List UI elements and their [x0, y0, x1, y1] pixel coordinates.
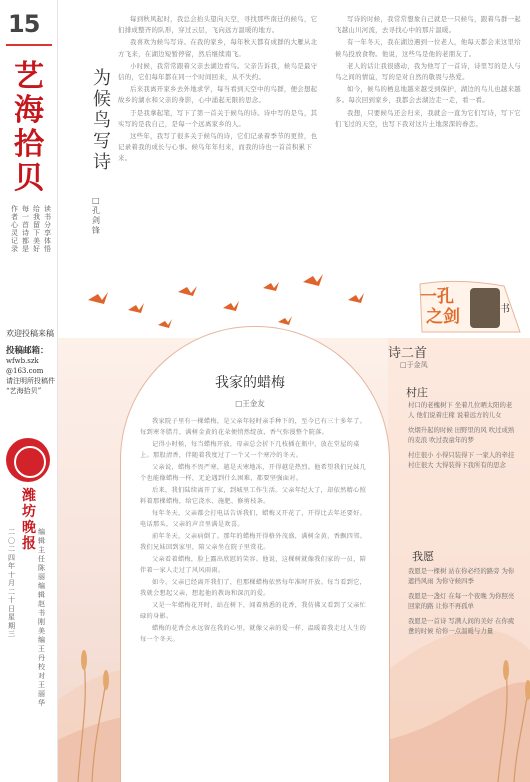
column-name-char: 艺 [14, 59, 44, 94]
bird-icon [88, 292, 108, 304]
article-byline [92, 196, 106, 236]
poem-1-body [408, 400, 518, 475]
paragraph: 我想，只要候鸟还会归来，我就会一直为它们写诗，写下它们飞过的天空，也写下我对这片土地深深的眷恋。 [335, 108, 521, 128]
rail-vertical-line: 读书分享体悟 [44, 205, 51, 253]
column-name-char: 拾 [14, 127, 44, 162]
contact-label: 投稿邮箱： [6, 346, 49, 356]
rail-vertical-line: 给我留下美好 [33, 205, 40, 253]
submission-note: 欢迎投稿来稿 [6, 329, 54, 338]
article-column-1 [118, 14, 318, 166]
title-char: 写 [93, 131, 111, 152]
paragraph: 又是一年蜡梅花开时，站在树下，闻着熟悉的花香，我仿佛又看到了父亲忙碌的身影。 [140, 602, 367, 620]
paragraph: 记得小时候，每当蜡梅开放，母亲总会折下几枝插在瓶中，放在堂屋的桌上。那股清香，伴随着我度过了一个又一个寒冷的冬天。 [140, 441, 360, 459]
paragraph: 如今，父亲已经离开我们了，但那棵蜡梅依然每年准时开放。每当看到它，我就会想起父亲，想起他的教诲和深沉的爱。 [140, 579, 367, 597]
poem-2-body [408, 566, 518, 641]
logo-ring-icon [14, 446, 46, 478]
rail-vertical-line: 每一首诗都是 [22, 205, 29, 253]
bird-icon [178, 286, 197, 296]
issue-date: 二〇二四年十月二十日星期三 [8, 528, 15, 638]
paragraph: 每到秋风起时，我总会抬头望向天空，寻找那些南迁的候鸟，它们排成整齐的队形，穿过云层，飞向远方温暖的地方。 [118, 15, 318, 35]
paragraph: 这些年，我写了很多关于候鸟的诗，它们记录着季节的更替，也记录着我的成长与心事。候鸟年年归来，而我的诗也一首首积累下来。 [118, 132, 318, 163]
contact-block [6, 346, 56, 396]
plum-article-byline: □王金友 [235, 399, 265, 408]
paragraph: 于是我拿起笔，写下了第一首关于候鸟的诗。诗中写的是鸟，其实写的是我自己，是每一个远离家乡的人。 [118, 108, 318, 128]
paragraph: 父亲说，蜡梅不畏严寒，越是天寒地冻，开得越是热烈。他希望我们兄妹几个也能像蜡梅一样，无论遇到什么困难，都要坚强面对。 [140, 464, 367, 482]
byline-char: □ [92, 196, 100, 205]
title-char: 候 [93, 89, 111, 110]
badge-line: 之剑 [426, 307, 460, 327]
poem-2-title: 我愿 [412, 550, 434, 563]
bird-icon [263, 282, 279, 291]
page-number-rule [6, 44, 52, 46]
paragraph: 蜡梅的花香会永远留在我的心里，就像父亲的爱一样，温暖着我走过人生的每一个冬天。 [140, 625, 367, 643]
paragraph: 如今，候鸟的栖息地越来越受到保护，湖边的鸟儿也越来越多。每次回到家乡，我都会去湖边走一走，看一看。 [335, 85, 521, 105]
poems-byline: □于金凤 [400, 361, 428, 369]
bird-icon [158, 319, 172, 328]
rail-vertical-line: 作者心灵记录 [11, 205, 18, 253]
plum-article-title: 我家的蜡梅 [215, 375, 285, 391]
badge-line: 一孔 [420, 287, 454, 307]
poem-stanza: 炊烟升起的时候 田野里的风 吹过成熟的麦浪 吹过我童年的梦 [408, 426, 515, 444]
byline-char: 剑 [92, 216, 100, 225]
contact-email-line-2[interactable]: @163.com [6, 367, 44, 375]
author-portrait [470, 288, 500, 328]
poem-stanza: 我愿是一盏灯 在每一个夜晚 为你照亮回家的路 让你不再孤单 [408, 592, 515, 610]
column-badge-label [420, 287, 460, 327]
poem-stanza: 我愿是一首诗 写满人间的美好 在你疲惫的时候 给你一点温暖与力量 [408, 617, 515, 635]
bird-icon [278, 316, 292, 325]
portrait-label: 书 [500, 304, 510, 315]
title-char: 为 [93, 68, 111, 89]
title-char: 鸟 [93, 110, 111, 131]
poem-stanza: 我愿是一棵树 站在你必经的路旁 为你遮挡风雨 为你守候四季 [408, 567, 515, 585]
bird-icon [348, 293, 364, 303]
left-rail [0, 0, 58, 782]
article-title-vertical [90, 68, 114, 173]
bird-icon [223, 301, 239, 311]
bird-icon [128, 303, 144, 313]
byline-char: 孔 [92, 206, 100, 215]
title-char: 诗 [93, 152, 111, 173]
poem-stanza: 村庄很小 小得只装得下 一家人的牵挂 村庄很大 大得装得下我所有的思念 [408, 451, 515, 469]
newspaper-name-char: 报 [22, 536, 36, 552]
contact-note: 请注明所投稿件 “艺海拾贝” [6, 377, 55, 395]
paragraph: 前年冬天，父亲病倒了。那年的蜡梅开得格外茂盛，满树金黄，香飘四邻。我们兄妹回到家里，陪父亲坐在院子里赏花。 [140, 533, 367, 551]
contact-email-line-1[interactable]: wfwb.szk [6, 357, 39, 365]
poems-title: 诗二首 [388, 346, 428, 361]
poem-stanza: 村口的老槐树下 坐着几位晒太阳的老人 他们说着庄稼 说着远方的儿女 [408, 401, 513, 419]
newspaper-name-char: 晚 [22, 520, 36, 536]
staff-credits: 编辑主任 陈丽 编辑 赵书刚 美编 王丹 校对 王丽华 [38, 528, 45, 707]
column-name-char: 贝 [14, 161, 44, 196]
bird-icon [303, 274, 323, 286]
poem-1-title: 村庄 [406, 386, 428, 399]
paragraph: 老人的话让我很感动，我为他写了一首诗，诗里写的是人与鸟之间的情谊，写的是对自然的敬畏与热爱。 [335, 61, 521, 82]
paragraph: 我家院子里有一棵蜡梅，是父亲年轻时亲手种下的，至今已有三十多年了。每到寒冬腊月，满树金黄的花朵便悄然绽放，香气弥漫整个院落。 [140, 418, 367, 436]
paragraph: 后来，我们陆续离开了家，到城里工作生活。父亲年纪大了，却依然精心照料着那棵蜡梅，给它浇水、施肥、修剪枝条。 [140, 487, 367, 505]
plum-article-body [140, 416, 368, 646]
paragraph: 小时候，我常常跟着父亲去湖边看鸟。父亲告诉我，候鸟是最守信的，它们每年都在同一个时间回来，从不失约。 [118, 61, 318, 82]
paragraph: 父亲看着蜡梅，脸上露出欣慰的笑容。他说，这棵树就像我们家的一员，陪伴着一家人走过了风风雨雨。 [140, 556, 367, 574]
column-name-char: 海 [14, 93, 44, 128]
column-name [6, 60, 52, 196]
paragraph: 后来我离开家乡去外地求学，每当看到天空中的鸟群，便会想起故乡的湖水和父亲的身影，心中涌起无限的思念。 [118, 85, 318, 105]
page-number: 15 [8, 10, 40, 38]
byline-char: 锋 [92, 226, 100, 235]
paragraph: 我喜欢为候鸟写诗。在我的家乡，每年秋天都有成群的大雁从北方飞来，在湖边短暂停留，然后继续南飞。 [118, 38, 318, 58]
paragraph: 每年冬天，父亲都会打电话告诉我们，蜡梅又开花了，开得比去年还要好。电话那头，父亲的声音里满是欢喜。 [140, 510, 367, 528]
newspaper-name-char: 坊 [22, 504, 36, 520]
article-column-2 [335, 14, 523, 131]
paragraph: 写诗的时候，我常常想象自己就是一只候鸟，跟着鸟群一起飞越山川河流，去寻找心中的那片温暖。 [335, 15, 521, 35]
paragraph: 有一年冬天，我在湖边遇到一位老人，他每天都会来这里给候鸟投放食物。他说，这些鸟是他的老朋友了。 [335, 38, 521, 58]
newspaper-name-char: 潍 [22, 488, 36, 504]
